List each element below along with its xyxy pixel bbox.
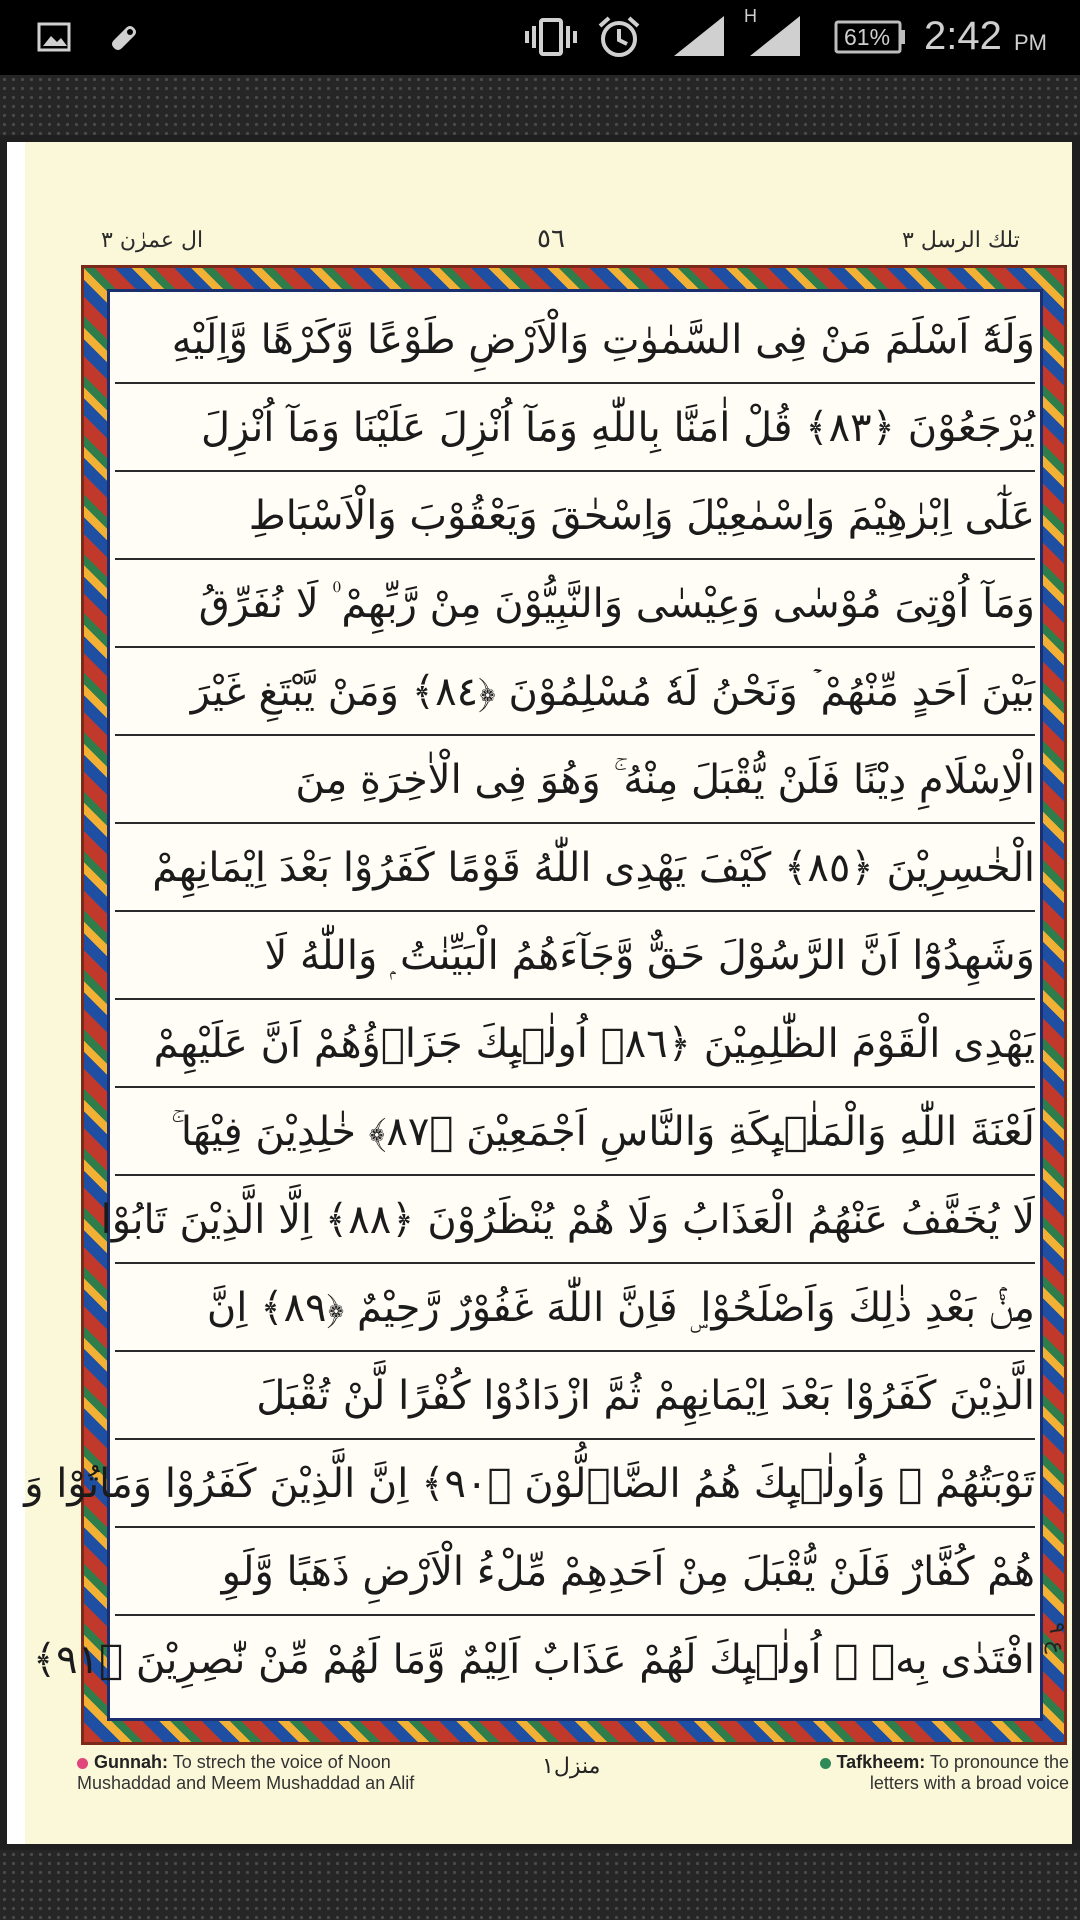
- bottom-dotted-band: [0, 1850, 1080, 1920]
- signal-h-icon: [748, 14, 802, 62]
- verse-line: وَلَهٗٓ اَسْلَمَ مَنْ فِى السَّمٰوٰتِ وَالْاَرْضِ طَوْعًا وَّكَرْهًا وَّاِلَيْهِ: [115, 297, 1035, 384]
- status-bar: [0, 0, 1080, 75]
- verse-line: هُمْ كُفَّارٌ فَلَنْ يُّقْبَلَ مِنْ اَحَدِهِمْ مِّلْءُ الْاَرْضِ ذَهَبًا وَّلَوِ: [115, 1529, 1035, 1616]
- verse-lines: [24, 297, 1035, 1713]
- verse-line: تَوْبَتُهُمْ ۚ وَاُولٰۗىِٕكَ هُمُ الضَّاۗلُّوْنَ ﴿٩٠﴾ اِنَّ الَّذِيْنَ كَفَرُوْا وَمَاتُوْا وَ: [115, 1441, 1035, 1528]
- page-number: ٥٦: [537, 224, 565, 254]
- alarm-icon: [596, 14, 642, 64]
- verse-line: الْخٰسِرِيْنَ ﴿٨٥﴾ كَيْفَ يَهْدِى اللّٰهُ قَوْمًا كَفَرُوْا بَعْدَ اِيْمَانِهِمْ: [115, 825, 1035, 912]
- image-icon: [37, 22, 71, 56]
- battery-percent: 61%: [844, 24, 891, 50]
- gunnah-legend: [77, 1752, 497, 1794]
- surah-name-header: ال عمرٰن ٣: [101, 228, 204, 253]
- gunnah-title: Gunnah:: [94, 1752, 168, 1772]
- tafkheem-text-2: letters with a broad voice: [869, 1773, 1069, 1793]
- verse-line: الْاِسْلَامِ دِيْنًا فَلَنْ يُّقْبَلَ مِنْهُ ۚ وَهُوَ فِى الْاٰخِرَةِ مِنَ: [115, 737, 1035, 824]
- tafkheem-title: Tafkheem:: [836, 1752, 926, 1772]
- puzzle-icon: [106, 18, 144, 60]
- page-edge: [7, 142, 25, 1844]
- verse-line: عَلٰٓى اِبْرٰهِيْمَ وَاِسْمٰعِيْلَ وَاِسْحٰقَ وَيَعْقُوْبَ وَالْاَسْبَاطِ: [115, 473, 1035, 560]
- vibrate-icon: [524, 16, 578, 62]
- verse-line: وَشَهِدُوْٓا اَنَّ الرَّسُوْلَ حَقٌّ وَّجَآءَهُمُ الْبَيِّنٰتُ ۭ وَاللّٰهُ لَا: [115, 913, 1035, 1000]
- signal-icon: [672, 14, 726, 62]
- gunnah-text-2: Mushaddad and Meem Mushaddad an Alif: [77, 1773, 415, 1793]
- network-badge: H: [744, 6, 757, 26]
- quran-page[interactable]: [7, 142, 1072, 1844]
- tafkheem-text-1: To pronounce the: [929, 1752, 1069, 1772]
- clock-ampm: PM: [1014, 30, 1047, 55]
- verse-line: مِنْۢ بَعْدِ ذٰلِكَ وَاَصْلَحُوْا ۣ فَاِنَّ اللّٰهَ غَفُوْرٌ رَّحِيْمٌ ﴿٨٩﴾ اِنَّ: [115, 1265, 1035, 1352]
- verse-line: افْتَدٰى بِهٖ ۭ اُولٰۗىِٕكَ لَهُمْ عَذَابٌ اَلِيْمٌ وَّمَا لَهُمْ مِّنْ نّٰصِرِيْنَ ﴿٩١﴾: [32, 1637, 1035, 1683]
- tafkheem-color-dot: [820, 1758, 831, 1769]
- top-dotted-band: [0, 75, 1080, 135]
- verse-line: يُرْجَعُوْنَ ﴿٨٣﴾ قُلْ اٰمَنَّا بِاللّٰهِ وَمَآ اُنْزِلَ عَلَيْنَا وَمَآ اُنْزِلَ: [115, 385, 1035, 472]
- tafkheem-legend: [779, 1752, 1069, 1794]
- gunnah-color-dot: [77, 1758, 88, 1769]
- verse-line: الَّذِيْنَ كَفَرُوْا بَعْدَ اِيْمَانِهِمْ ثُمَّ ازْدَادُوْا كُفْرًا لَّنْ تُقْبَلَ: [115, 1353, 1035, 1440]
- manzil-label: منزل١: [542, 1754, 601, 1779]
- verse-line: بَيْنَ اَحَدٍ مِّنْهُمْ ۡ وَنَحْنُ لَهٗ مُسْلِمُوْنَ ﴿٨٤﴾ وَمَنْ يَّبْتَغِ غَيْرَ: [115, 649, 1035, 736]
- clock-time: 2:42: [924, 14, 1002, 58]
- juz-name-header: تلك الرسل ٣: [902, 228, 1020, 253]
- verse-line: لَعْنَةَ اللّٰهِ وَالْمَلٰۗىِٕكَةِ وَالنَّاسِ اَجْمَعِيْنَ ﴿٨٧﴾ خٰلِدِيْنَ فِيْهَا ۚ: [115, 1089, 1035, 1176]
- verse-line: وَمَآ اُوْتِىَ مُوْسٰى وَعِيْسٰى وَالنَّبِيُّوْنَ مِنْ رَّبِّهِمْ ۠ لَا نُفَرِّقُ: [115, 561, 1035, 648]
- verse-line: لَا يُخَفَّفُ عَنْهُمُ الْعَذَابُ وَلَا هُمْ يُنْظَرُوْنَ ﴿٨٨﴾ اِلَّا الَّذِيْنَ تَابُوْا: [115, 1177, 1035, 1264]
- ruku-mark: ع ٩: [1044, 1622, 1069, 1654]
- gunnah-text-1: To strech the voice of Noon: [172, 1752, 391, 1772]
- verse-line: يَهْدِى الْقَوْمَ الظّٰلِمِيْنَ ﴿٨٦﴾ اُولٰۗىِٕكَ جَزَاۗؤُهُمْ اَنَّ عَلَيْهِمْ: [115, 1001, 1035, 1088]
